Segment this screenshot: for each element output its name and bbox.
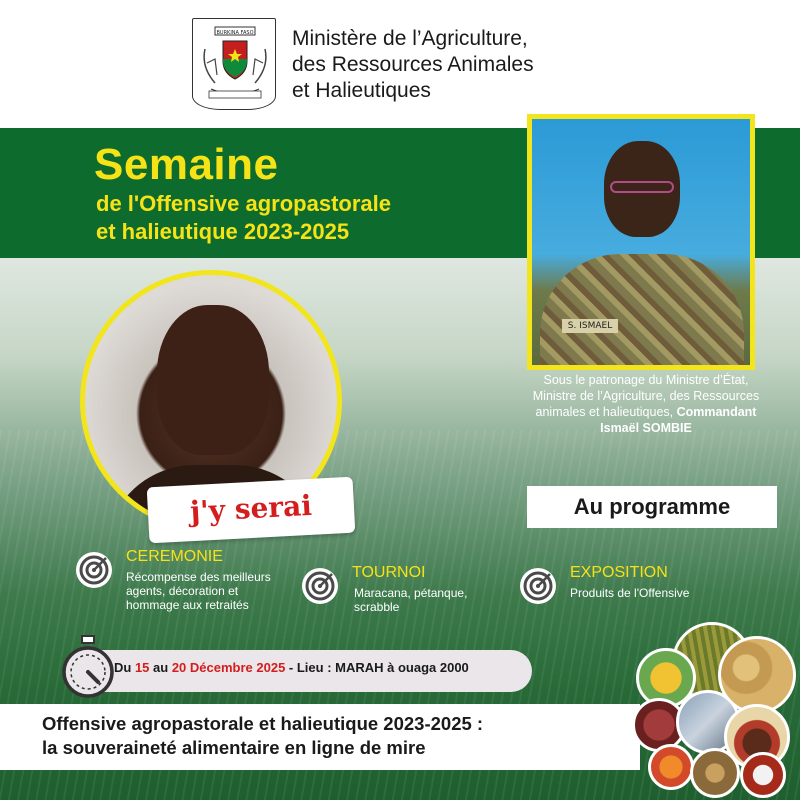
location: - Lieu : MARAH à ouaga 2000 xyxy=(285,660,469,675)
date-end: 20 Décembre 2025 xyxy=(171,660,286,675)
minister-portrait-frame xyxy=(527,114,755,370)
patronage-line-4 xyxy=(505,420,787,436)
target-icon xyxy=(76,552,112,588)
date-location-text xyxy=(114,660,469,675)
event-title: CEREMONIE xyxy=(126,548,223,565)
patronage-line-2: Ministre de l’Agriculture, des Ressources xyxy=(532,389,760,403)
slogan-text xyxy=(42,712,483,760)
event-desc-line: scrabble xyxy=(354,600,400,614)
date-start: 15 xyxy=(134,660,150,675)
event-desc-line: hommage aux retraités xyxy=(126,598,249,612)
event-exposition xyxy=(520,564,740,614)
date-middle: au xyxy=(149,660,172,675)
page-title: Semaine xyxy=(94,140,279,189)
slogan-line-2: la souveraineté alimentaire en ligne de mire xyxy=(42,737,426,758)
minister-portrait-photo xyxy=(532,119,750,365)
uniform-name-tag: S. ISMAEL xyxy=(562,319,618,333)
event-desc-line: Maracana, pétanque, xyxy=(354,586,468,600)
patronage-line-1: Sous le patronage du Ministre d’État, xyxy=(543,373,749,387)
glasses-shape xyxy=(610,181,674,193)
face-shape xyxy=(157,305,269,455)
target-icon xyxy=(520,568,556,604)
event-description xyxy=(126,570,271,612)
date-prefix: Du xyxy=(114,660,135,675)
program-heading: Au programme xyxy=(527,486,777,528)
subtitle-line-2: et halieutique 2023-2025 xyxy=(96,219,350,244)
svg-text:BURKINA FASO: BURKINA FASO xyxy=(216,30,254,36)
event-tournoi xyxy=(302,564,502,620)
ministry-line-3: et Halieutiques xyxy=(292,79,431,102)
event-desc-line: Récompense des meilleurs xyxy=(126,570,271,584)
patronage-line-3 xyxy=(505,404,787,420)
event-title: EXPOSITION xyxy=(570,564,668,581)
event-desc-line: agents, décoration et xyxy=(126,584,239,598)
stopwatch-icon xyxy=(60,634,116,704)
event-description xyxy=(354,586,467,614)
page-subtitle xyxy=(96,190,391,246)
ministry-name xyxy=(292,26,534,104)
event-title: TOURNOI xyxy=(352,564,426,581)
uniform-shape xyxy=(540,254,744,365)
coat-of-arms-logo xyxy=(192,18,276,110)
patronage-name: Ismaël SOMBIE xyxy=(600,421,692,435)
patronage-text xyxy=(505,372,787,436)
event-ceremonie xyxy=(76,548,306,618)
produce-image-mangoes xyxy=(648,744,694,790)
subtitle-line-1: de l'Offensive agropastorale xyxy=(96,191,391,216)
event-description xyxy=(570,586,689,600)
produce-image-beans xyxy=(690,748,740,798)
header xyxy=(0,0,800,128)
produce-image-chicken xyxy=(740,752,786,798)
patronage-line-3-plain: animales et halieutiques, xyxy=(535,405,677,419)
ministry-line-1: Ministère de l’Agriculture, xyxy=(292,27,528,50)
slogan-line-1: Offensive agropastorale et halieutique 2023-2025 : xyxy=(42,713,484,734)
ministry-line-2: des Ressources Animales xyxy=(292,53,534,76)
attendance-badge xyxy=(147,477,356,544)
target-icon xyxy=(302,568,338,604)
event-desc-line: Produits de l'Offensive xyxy=(570,586,690,600)
attendance-badge-label: j'y serai xyxy=(189,488,313,529)
patronage-rank: Commandant xyxy=(676,405,757,419)
